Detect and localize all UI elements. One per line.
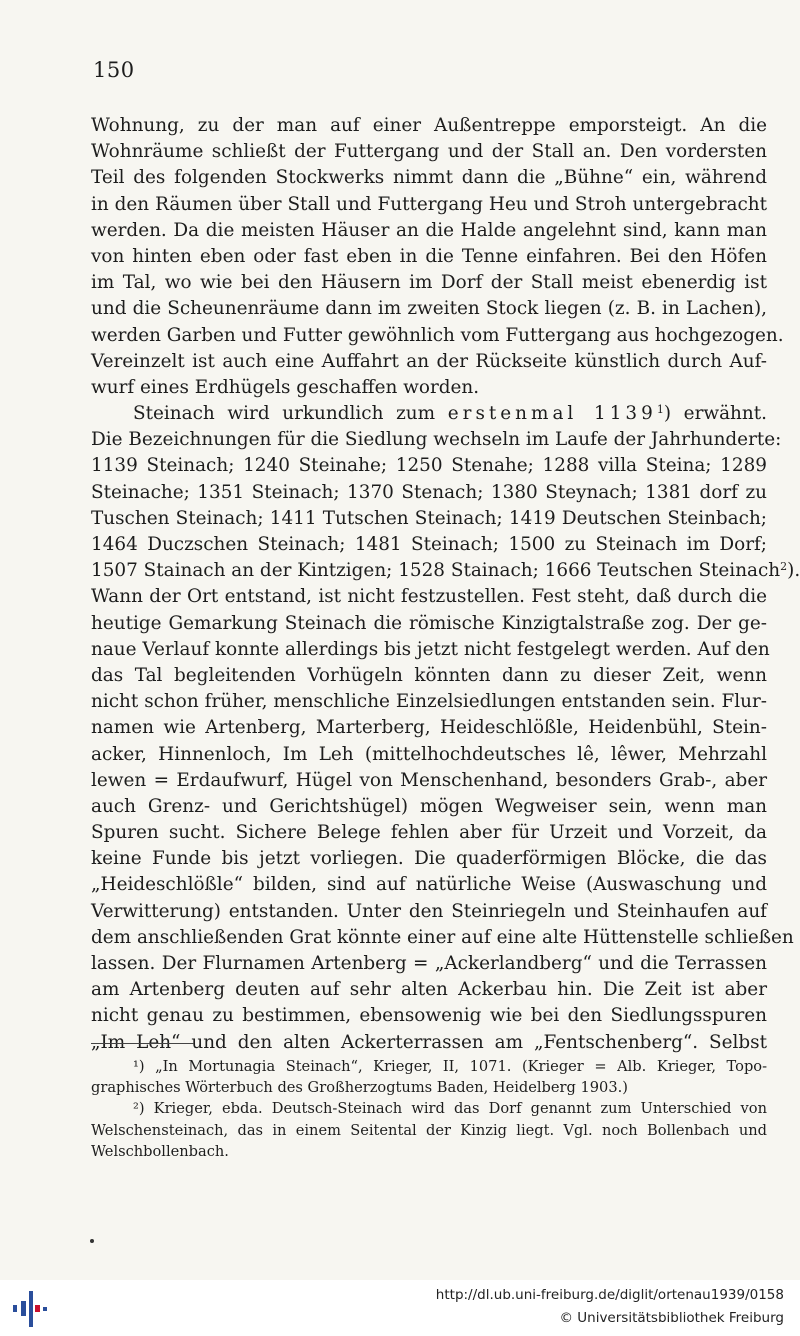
text-line: naue Verlauf konnte allerdings bis jetzt nicht festgelegt werden. Auf den (91, 638, 770, 660)
text-fragment: 1507 Stainach an der Kintzigen; 1528 Stainach; 1666 Teutschen Steinach (91, 560, 781, 582)
text-line: im Tal, wo wie bei den Häusern im Dorf der Stall meist ebenerdig ist (91, 272, 767, 294)
text-line: nicht schon früher, menschliche Einzelsiedlungen entstanden sein. Flur- (91, 691, 767, 713)
footnote-1-line: ¹) „In Mortunagia Steinach“, Krieger, II, 1071. (Krieger = Alb. Krieger, Topo- (133, 1058, 767, 1075)
footnotes (91, 1056, 767, 1162)
text-line: Die Bezeichnungen für die Siedlung wechseln im Laufe der Jahrhunderte: (91, 429, 782, 451)
text-line: heutige Gemarkung Steinach die römische Kinzigtalstraße zog. Der ge- (91, 612, 767, 634)
text-line: nicht genau zu bestimmen, ebensowenig wie bei den Siedlungsspuren (91, 1005, 767, 1027)
page-speck (90, 1239, 94, 1243)
text-line: dem anschließenden Grat könnte einer auf eine alte Hüttenstelle schließen (91, 926, 794, 948)
footnote-divider (91, 1043, 194, 1044)
paragraph-1 (91, 113, 784, 401)
text-line: Spuren sucht. Sichere Belege fehlen aber für Urzeit und Vorzeit, da (91, 822, 767, 844)
text-fragment: ). (787, 560, 800, 582)
text-line: lewen = Erdaufwurf, Hügel von Menschenhand, besonders Grab-, aber (91, 769, 767, 791)
text-line: auch Grenz- und Gerichtshügel) mögen Wegweiser sein, wenn man (91, 795, 767, 817)
text-line: acker, Hinnenloch, Im Leh (mittelhochdeutsches lê, lêwer, Mehrzahl (91, 743, 767, 765)
text-line: lassen. Der Flurnamen Artenberg = „Ackerlandberg“ und die Terrassen (91, 953, 767, 974)
paragraph-2 (91, 401, 800, 1056)
copyright-notice: © Universitätsbibliothek Freiburg (559, 1310, 784, 1326)
emphasized-text: erstenmal 1139 (447, 403, 657, 425)
text-line: Verwitterung) entstanden. Unter den Steinriegeln und Steinhaufen auf (91, 900, 767, 922)
text-line: von hinten eben oder fast eben in die Tenne einfahren. Bei den Höfen (91, 245, 767, 267)
text-line: Steinache; 1351 Steinach; 1370 Stenach; 1380 Steynach; 1381 dorf zu (91, 481, 767, 503)
text-line: „Heideschlößle“ bilden, sind auf natürliche Weise (Auswaschung und (91, 874, 767, 896)
footnote-2-line: ²) Krieger, ebda. Deutsch-Steinach wird das Dorf genannt zum Unterschied von (133, 1100, 767, 1118)
footnote-ref: 2 (780, 560, 788, 574)
text-fragment: ) erwähnt. (663, 403, 767, 425)
ub-freiburg-logo-icon[interactable] (10, 1289, 50, 1329)
page-number: 150 (93, 58, 135, 82)
text-line: werden Garben und Futter gewöhnlich vom Futtergang aus hochgezogen. (91, 324, 784, 346)
text-line: Vereinzelt ist auch eine Auffahrt an der Rückseite künstlich durch Auf- (91, 350, 767, 372)
text-line: Tuschen Steinach; 1411 Tutschen Steinach; 1419 Deutschen Steinbach; (91, 507, 767, 529)
text-line: in den Räumen über Stall und Futtergang Heu und Stroh untergebracht (91, 193, 767, 215)
text-line: das Tal begleitenden Vorhügeln könnten dann zu dieser Zeit, wenn (91, 664, 767, 686)
footnote-ref: 1 (656, 403, 664, 417)
text-line: Wann der Ort entstand, ist nicht festzustellen. Fest steht, daß durch die (91, 586, 767, 608)
text-line: Wohnräume schließt der Futtergang und der Stall an. Den vordersten (91, 141, 767, 163)
text-line: namen wie Artenberg, Marterberg, Heideschlößle, Heidenbühl, Stein- (91, 717, 767, 739)
text-fragment: Steinach wird urkundlich zum (133, 403, 436, 425)
text-line: 1464 Duczschen Steinach; 1481 Steinach; 1500 zu Steinach im Dorf; (91, 534, 767, 555)
text-line (91, 558, 800, 584)
text-line: Teil des folgenden Stockwerks nimmt dann die „Bühne“ ein, während (91, 167, 767, 189)
text-line (91, 401, 767, 427)
footnote-2-line: Welschbollenbach. (91, 1142, 229, 1160)
text-line: 1139 Steinach; 1240 Steinahe; 1250 Stenahe; 1288 villa Steina; 1289 (91, 455, 767, 477)
body-text (91, 113, 800, 1056)
text-line: am Artenberg deuten auf sehr alten Ackerbau hin. Die Zeit ist aber (91, 979, 767, 1001)
text-line: werden. Da die meisten Häuser an die Halde angelehnt sind, kann man (91, 219, 767, 241)
text-line: „Im Leh“ und den alten Ackerterrassen am „Fentschenberg“. Selbst (91, 1031, 767, 1053)
footnote-2-line: Welschensteinach, das in einem Seitental der Kinzig liegt. Vgl. noch Bollenbach und (91, 1121, 767, 1139)
source-url-link[interactable]: http://dl.ub.uni-freiburg.de/diglit/ortenau1939/0158 (435, 1287, 784, 1303)
text-line: und die Scheunenräume dann im zweiten Stock liegen (z. B. in Lachen), (91, 298, 767, 320)
text-line: keine Funde bis jetzt vorliegen. Die quaderförmigen Blöcke, die das (91, 848, 767, 870)
text-line: wurf eines Erdhügels geschaffen worden. (91, 376, 480, 398)
text-line: Wohnung, zu der man auf einer Außentreppe emporsteigt. An die (91, 115, 767, 136)
footnote-1-line: graphisches Wörterbuch des Großherzogtums Baden, Heidelberg 1903.) (91, 1079, 628, 1097)
